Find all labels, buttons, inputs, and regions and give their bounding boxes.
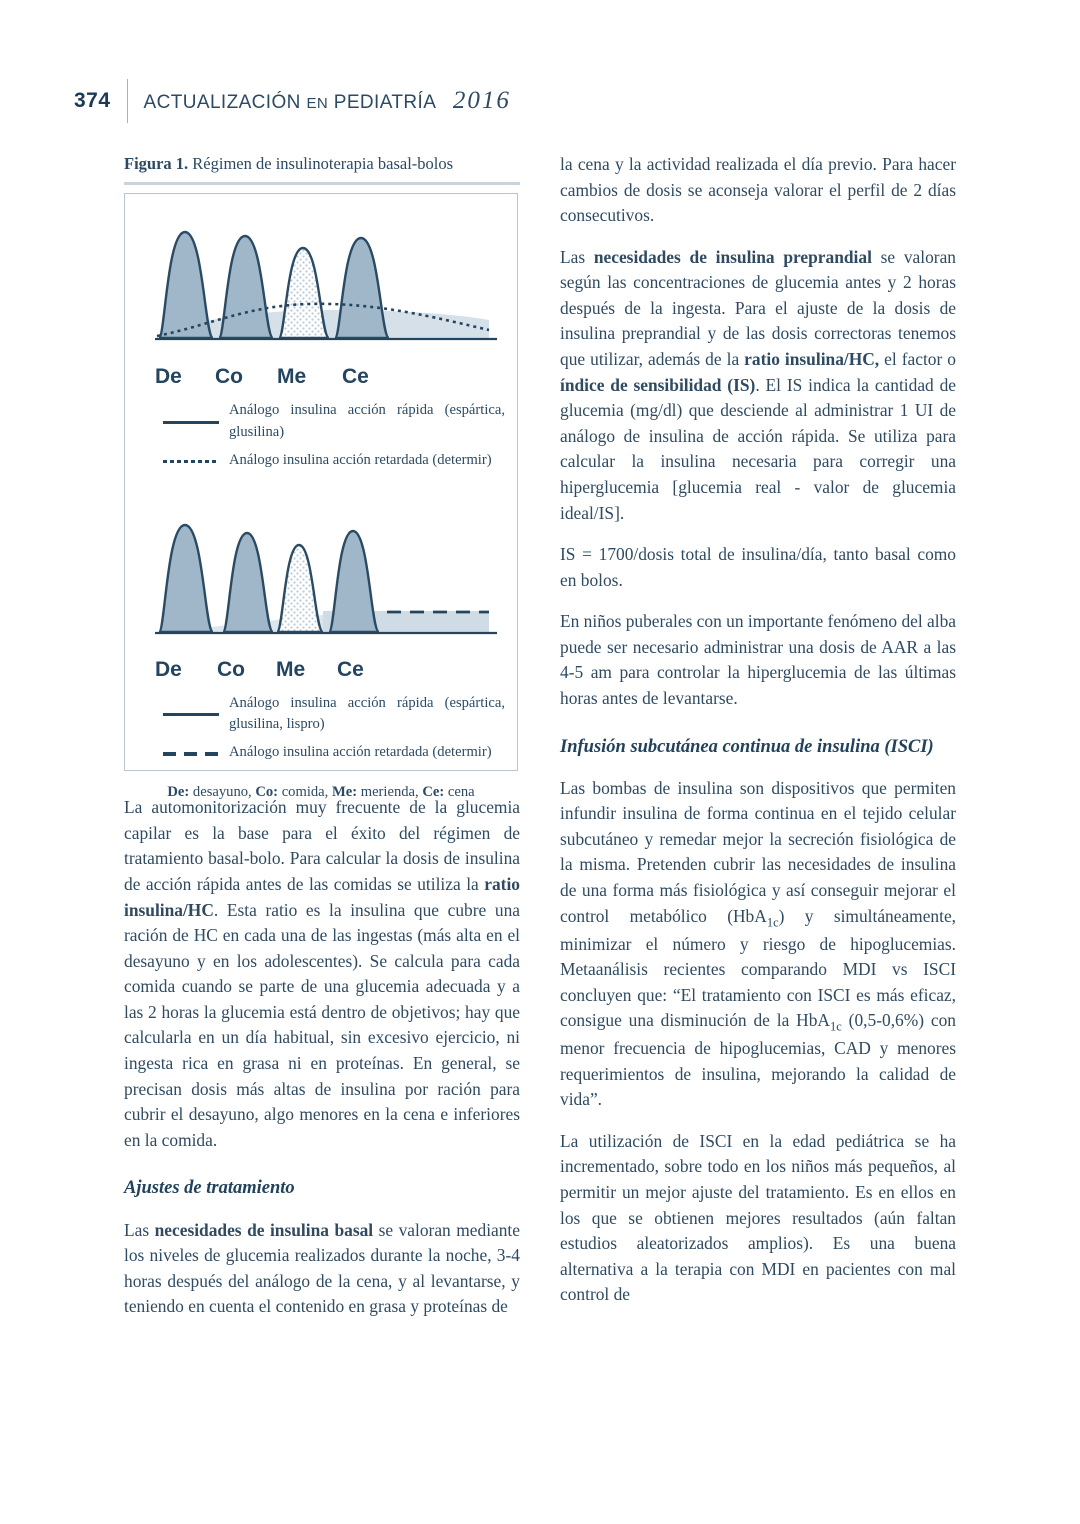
running-head-en: EN xyxy=(306,95,329,112)
left-p1-bold: ratio insulina/HC xyxy=(124,873,520,920)
right-p5-part-b: ) y simultáneamente, minimizar el número y riesgo de hipoglucemias. Metaanálisis recientes comparando MDI vs ISCI concluyen que: “El tratamiento con ISCI es más eficaz, consigue una disminución de la HbA xyxy=(560,905,957,1031)
running-head xyxy=(144,87,511,115)
right-paragraph-4: En niños puberales con un importante fenómeno del alba puede ser necesario administrar una dosis de AAR a las 4-5 am para controlar la hiperglucemia de las últimas horas antes de levantarse. xyxy=(560,611,957,708)
page-number: 374 xyxy=(74,89,111,112)
right-p5-part-a: Las bombas de insulina son dispositivos que permiten infundir insulina de forma continua en el tejido celular subcutáneo y remedar mejor la secreción fisiológica de la misma. Pretenden cubrir las necesidades de insulina de una forma más fisiológica y así conseguir mejorar el control metabólico (HbA xyxy=(560,777,956,926)
right-paragraph-3: IS = 1700/dosis total de insulina/día, tanto basal como en bolos. xyxy=(560,544,956,590)
chart-top-axis-labels xyxy=(137,362,505,390)
axis-label-de: De xyxy=(155,365,182,389)
left-section-heading: Ajustes de tratamiento xyxy=(124,1178,295,1199)
footnote-ce-text: cena xyxy=(444,783,475,800)
left-p2-part-a: Las xyxy=(124,1219,155,1240)
figure-chart-top xyxy=(137,210,507,360)
left-p1-part-c: . Esta ratio es la insulina que cubre una ración de HC en cada una de las ingestas (más alta en el desayuno y en los adolescentes). Se calcula para cada comida cuando se parte de una glucemia adecuada y a las 2 horas la glucemia está dentro de objetivos; hay que calcularla en un día habitual, sin excesivo ejercicio, ni ingesta rica en grasa ni en proteínas. En general, se precisan dosis más altas de insulina por ración para cubrir el desayuno, algo menores en la cena e inferiores en la comida. xyxy=(124,899,520,1150)
legend-item xyxy=(163,400,505,443)
right-paragraph-5 xyxy=(560,776,956,1113)
figure-footnote xyxy=(137,782,505,803)
axis-label-ce: Ce xyxy=(337,657,364,681)
left-p2-part-c: se valoran mediante los niveles de glucemia realizados durante la noche, 3-4 horas después del análogo de la cena, y al levantarse, y teniendo en cuenta el contenido en grasa y proteínas de xyxy=(124,1219,520,1317)
figure-chart-bottom xyxy=(137,503,507,653)
running-head-year: 2016 xyxy=(452,87,511,114)
right-p5-part-c: (0,5-0,6%) con menor frecuencia de hipoglucemias, CAD y menores requerimientos de insulina, mejorando la calidad de vida”. xyxy=(560,1010,956,1110)
chart-bottom-svg xyxy=(137,503,507,653)
legend-line-solid-icon xyxy=(163,707,219,721)
left-paragraph-1 xyxy=(124,795,520,1153)
figure-legend-top xyxy=(137,400,505,471)
left-paragraph-2 xyxy=(124,1218,520,1320)
legend-item xyxy=(163,693,505,736)
footnote-co-text: comida, xyxy=(278,783,332,800)
axis-label-co: Co xyxy=(215,365,243,389)
axis-label-co: Co xyxy=(217,657,245,681)
legend-label: Análogo insulina acción retardada (determir) xyxy=(229,744,492,761)
legend-label: Análogo insulina acción rápida (espártica, glusilina, lispro) xyxy=(229,694,505,732)
right-p2-bold-3: índice de sensibilidad (IS) xyxy=(560,374,756,395)
figure-box xyxy=(124,193,518,800)
axis-label-me: Me xyxy=(277,365,307,389)
right-p2-part-e: el factor o xyxy=(879,349,956,370)
figure-legend-bottom xyxy=(137,693,505,764)
header-divider xyxy=(127,79,128,123)
legend-line-solid-icon xyxy=(163,415,219,429)
footnote-me-text: merienda, xyxy=(357,783,423,800)
right-p5-subscript-2: 1c xyxy=(830,1019,842,1034)
chart-top-svg xyxy=(137,210,507,360)
figure-caption-rule xyxy=(124,182,520,185)
running-head-sub: PEDIATRÍA xyxy=(333,92,436,113)
figure-caption-text: Régimen de insulinoterapia basal-bolos xyxy=(188,154,454,173)
right-paragraph-6: La utilización de ISCI en la edad pediátrica se ha incrementado, sobre todo en los niños más pequeños, al permitir un mejor ajuste del tratamiento. Es en ellos en los que se obtienen mejores resultados (aún faltan estudios aleatorizados amplios). Es una buena alternativa a la terapia con MDI en pacientes con mal control de xyxy=(560,1130,956,1305)
legend-line-dotted-icon xyxy=(163,454,219,468)
figure-inner-spacer xyxy=(137,479,505,497)
legend-label: Análogo insulina acción rápida (espártica, glusilina) xyxy=(229,402,505,440)
right-p2-bold-1: necesidades de insulina preprandial xyxy=(593,246,872,267)
figure-caption xyxy=(124,152,520,176)
footnote-de-label: De: xyxy=(167,783,190,800)
axis-label-ce: Ce xyxy=(342,365,369,389)
axis-label-de: De xyxy=(155,657,182,681)
axis-label-me: Me xyxy=(276,657,306,681)
legend-label: Análogo insulina acción retardada (determir) xyxy=(229,452,492,469)
right-paragraph-1: la cena y la actividad realizada el día previo. Para hacer cambios de dosis se aconseja valorar el perfil de 2 días consecutivos. xyxy=(560,154,956,226)
left-p1-part-a: La automonitorización muy frecuente de la glucemia capilar es la base para el éxito del régimen de tratamiento basal-bolo. Para calcular la dosis de insulina de acción rápida antes de las comidas se utiliza la xyxy=(124,797,520,894)
legend-item xyxy=(163,450,505,471)
footnote-co-label: Co: xyxy=(255,783,279,800)
left-column xyxy=(124,152,520,1336)
right-section-heading: Infusión subcutánea continua de insulina (ISCI) xyxy=(560,736,934,757)
footnote-de-text: desayuno, xyxy=(189,783,256,800)
footnote-me-label: Me: xyxy=(331,783,358,800)
right-p5-subscript-1: 1c xyxy=(766,915,779,930)
page-header xyxy=(74,78,674,124)
figure-caption-label: Figura 1. xyxy=(124,154,189,173)
right-paragraph-2 xyxy=(560,245,956,526)
right-p2-part-c: se valoran según las concentraciones de glucemia antes y 2 horas después de la ingesta. Para el ajuste de la dosis de insulina preprandial y de las dosis correctoras tenemos que utilizar, además de la xyxy=(560,246,956,370)
left-p2-bold: necesidades de insulina basal xyxy=(154,1219,374,1240)
legend-line-dashed-icon xyxy=(163,746,219,760)
right-column xyxy=(560,152,956,1324)
running-head-main: ACTUALIZACIÓN xyxy=(143,92,301,113)
right-p2-bold-2: ratio insulina/HC, xyxy=(744,349,880,370)
footnote-ce-label: Ce: xyxy=(422,783,445,800)
right-p2-part-g: . El IS indica la cantidad de glucemia (mg/dl) que desciende al administrar 1 UI de análogo de insulina de acción rápida. Se utiliza para calcular la insulina necesaria para corregir una hiperglucemia [glucemia real - valor de glucemia ideal/IS]. xyxy=(560,374,956,523)
legend-item xyxy=(163,742,505,763)
right-p2-part-a: Las xyxy=(560,246,594,267)
chart-bottom-axis-labels xyxy=(137,655,505,683)
